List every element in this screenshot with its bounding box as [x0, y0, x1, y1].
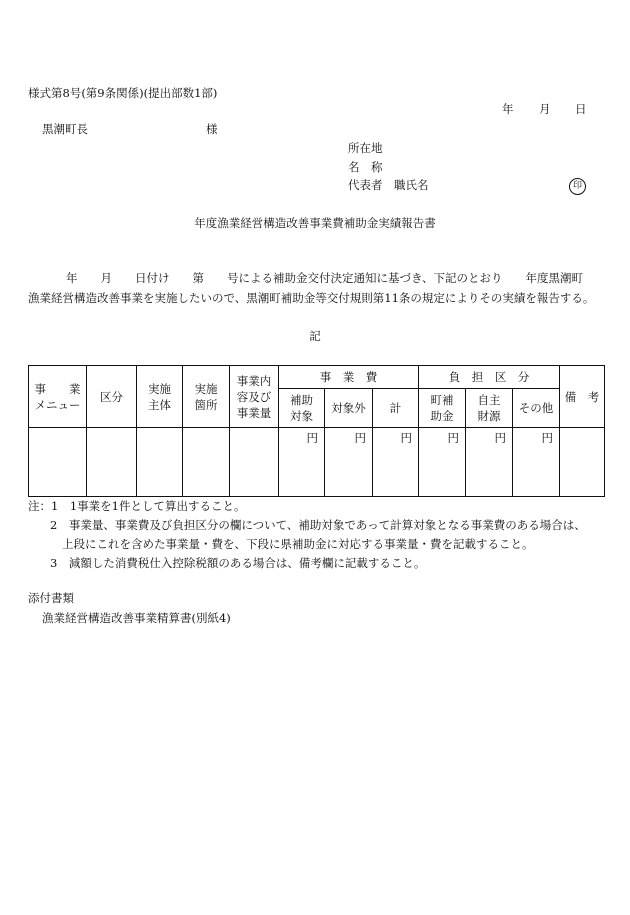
date-year: 年 — [502, 102, 514, 116]
cell-biko[interactable] — [560, 428, 605, 497]
header-sonota: その他 — [513, 389, 560, 428]
seal-mark: 印 — [569, 178, 586, 195]
header-naiyo-line-1: 事業内 — [236, 373, 272, 388]
table-data-row — [29, 428, 605, 497]
attachment-item-1: 漁業経営構造改善事業精算書(別紙4) — [42, 611, 231, 625]
header-kasho — [183, 366, 230, 428]
header-hojo-line-2: 対象 — [290, 409, 313, 423]
note-1: 注：1 1事業を1件として算出すること。 — [28, 499, 246, 513]
body-line-1: 年 月 日付け 第 号による補助金交付決定通知に基づき、下記のとおり 年度黒潮町 — [66, 271, 584, 285]
cell-shutai[interactable] — [137, 428, 183, 497]
cell-menu[interactable] — [29, 428, 87, 497]
header-naiyo-line-3: 事業量 — [236, 405, 272, 420]
header-taishogai: 対象外 — [325, 389, 373, 428]
header-futan-group: 負 担 区 分 — [419, 366, 560, 389]
cell-naiyo[interactable] — [230, 428, 279, 497]
attachments-heading: 添付書類 — [28, 591, 74, 605]
note-2-continued: 上段にこれを含めた事業量・費を、下段に県補助金に対応する事業量・費を記載すること。 — [62, 537, 534, 551]
location-label: 所在地 — [348, 141, 383, 155]
cell-hojo-taisho[interactable]: 円 — [279, 428, 325, 497]
header-jishu-zaigen — [466, 389, 513, 428]
representative-label: 代表者 職氏名 — [348, 178, 429, 192]
header-naiyo — [230, 366, 279, 428]
header-kasho-line-1: 実施 — [194, 381, 218, 396]
cell-cho-hojokin[interactable]: 円 — [419, 428, 466, 497]
form-number: 様式第8号(第9条関係)(提出部数1部) — [28, 86, 218, 100]
note-2: 2 事業量、事業費及び負担区分の欄について、補助対象であって計算対象となる事業費のある場合は、 — [50, 518, 586, 532]
ki-heading: 記 — [309, 329, 321, 343]
header-menu-line-2: メニュー — [34, 397, 81, 412]
header-biko: 備 考 — [560, 366, 605, 428]
header-kubun: 区分 — [87, 366, 137, 428]
header-hojo-taisho — [279, 389, 325, 428]
document-title: 年度漁業経営構造改善事業費補助金実績報告書 — [194, 216, 436, 230]
header-shutai-line-2: 主体 — [148, 397, 171, 412]
header-jishu-line-2: 財源 — [477, 409, 501, 423]
addressee-suffix: 様 — [206, 122, 218, 136]
date-month: 月 — [539, 102, 551, 116]
header-naiyo-line-2: 容及び — [236, 389, 272, 404]
body-line-2: 漁業経営構造改善事業を実施したいので、黒潮町補助金等交付規則第11条の規定によりその実績を報告する。 — [28, 291, 595, 305]
header-kei: 計 — [373, 389, 419, 428]
note-3: 3 減額した消費税仕入控除税額のある場合は、備考欄に記載すること。 — [50, 556, 426, 570]
name-label: 名 称 — [348, 160, 383, 174]
cell-taishogai[interactable]: 円 — [325, 428, 373, 497]
header-cho-hojokin — [419, 389, 466, 428]
cell-kubun[interactable] — [87, 428, 137, 497]
header-menu — [29, 366, 87, 428]
header-jishu-line-1: 自主 — [477, 393, 501, 407]
header-cho-line-2: 助金 — [430, 409, 454, 423]
notes-block — [28, 497, 618, 573]
header-jigyohi-group: 事 業 費 — [279, 366, 419, 389]
results-table — [28, 365, 605, 497]
header-menu-line-1: 事 業 — [34, 381, 81, 396]
cell-kasho[interactable] — [183, 428, 230, 497]
header-cho-line-1: 町補 — [430, 393, 454, 407]
addressee: 黒潮町長 — [42, 122, 88, 136]
header-kasho-line-2: 箇所 — [194, 397, 218, 412]
table-header-row-1 — [29, 366, 605, 389]
body-paragraph — [28, 268, 608, 308]
cell-sonota[interactable]: 円 — [513, 428, 560, 497]
header-hojo-line-1: 補助 — [290, 393, 313, 407]
cell-kei[interactable]: 円 — [373, 428, 419, 497]
date-day: 日 — [575, 102, 587, 116]
header-shutai-line-1: 実施 — [148, 381, 171, 396]
header-shutai — [137, 366, 183, 428]
cell-jishu-zaigen[interactable]: 円 — [466, 428, 513, 497]
